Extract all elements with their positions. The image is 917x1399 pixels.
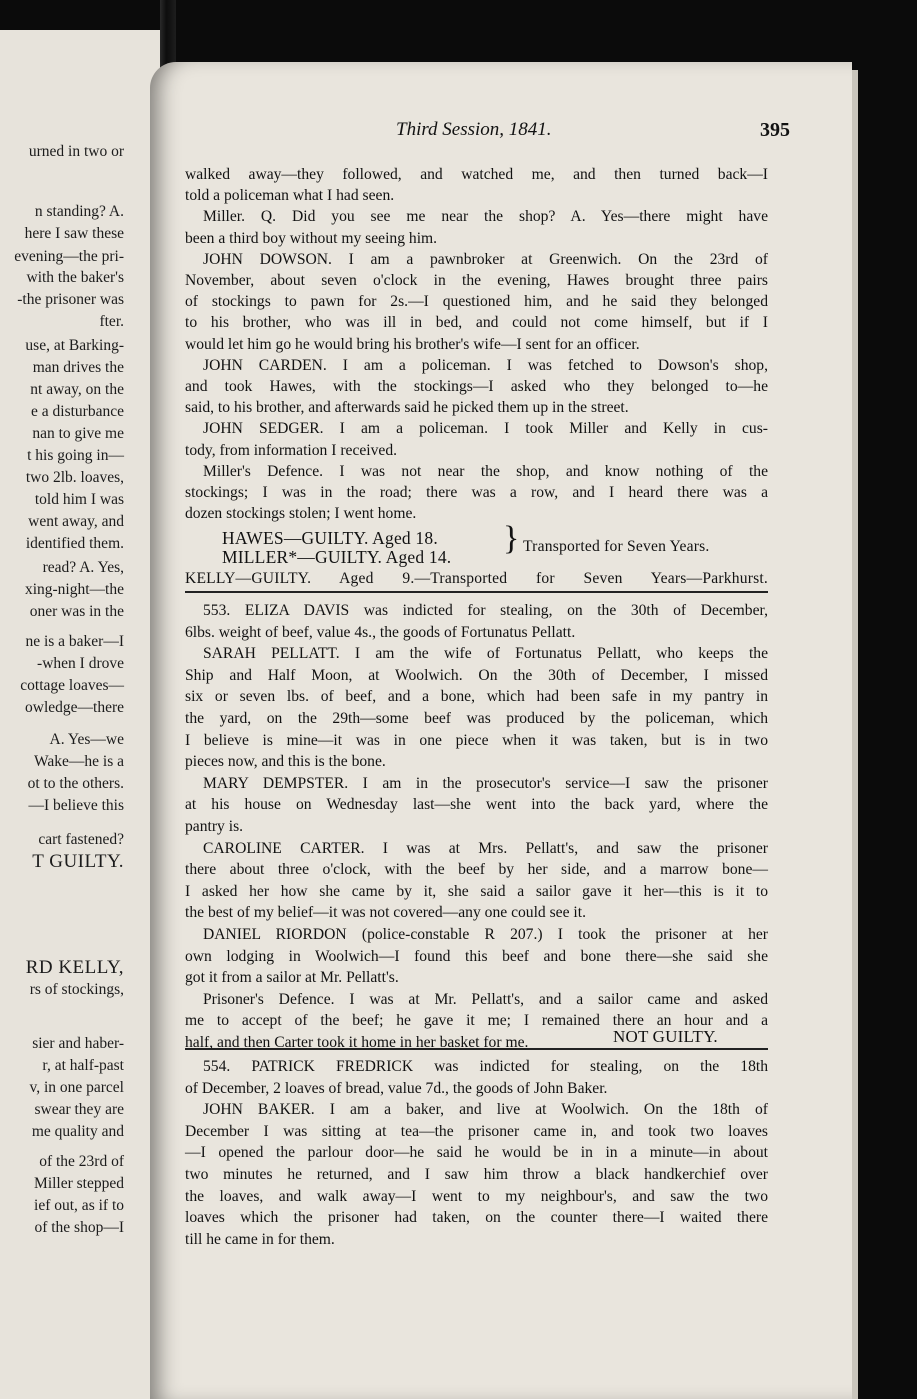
case-552-line: Miller's Defence. I was not near the shop, and know nothing of the [203,462,768,480]
left-page-line: identified them. [25,535,124,552]
case-553-line: DANIEL RIORDON (police-constable R 207.) I took the prisoner at her [203,926,768,943]
case-553-line: I believe is mine—it was in one piece when it was taken, but is in two [185,731,768,749]
left-page-line: two 2lb. loaves, [25,469,124,486]
left-page-line: man drives the [32,359,124,376]
case-553-line: Prisoner's Defence. I was at Mr. Pellatt's, and a sailor came and asked [203,990,768,1008]
case-553-line: the best of my belief—it was not covered—any one could see it. [185,904,586,922]
running-title: Third Session, 1841. [396,119,552,140]
left-page-line: A. Yes—we [49,731,124,748]
left-page-line: sier and haber- [32,1035,124,1052]
case-554-line: two minutes he returned, and I saw him throw a black handkerchief over [185,1166,768,1183]
case-552-line: dozen stockings stolen; I went home. [185,505,417,523]
left-page-line: fter. [99,313,124,330]
case-553-line: half, and then Carter took it home in her basket for me. [185,1034,529,1051]
left-page-line: t his going in— [27,447,124,464]
left-page-line: read? A. Yes, [42,559,124,576]
verdict-sentence: Transported for Seven Years. [523,538,710,555]
left-page-line: here I saw these [24,225,124,242]
case-553-line: I asked her how she came by it, she said a sailor gave it her—this is it to [185,882,768,900]
page-edge [852,70,858,1399]
verdict-hawes: HAWES—GUILTY. Aged 18. [222,528,438,548]
case-552-line: and took Hawes, with the stockings—I asked who they belonged to—he [185,378,768,395]
case-552-line: JOHN SEDGER. I am a policeman. I took Miller and Kelly in cus- [203,420,768,438]
left-page-line: -the prisoner was [17,291,124,308]
case-554-line: the loaves, and walk away—I went to my neighbour's, and saw the two [185,1187,768,1205]
case-553-line: pieces now, and this is the bone. [185,753,386,771]
left-page-line: Wake—he is a [34,753,124,770]
left-page-line: evening—the pri- [14,248,124,265]
case-552-line: told a policeman what I had seen. [185,187,395,205]
left-facing-page [0,30,160,1399]
case-553-line: there about three o'clock, with the beef by her side, and a marrow bone— [185,861,768,879]
left-page-line: ief out, as if to [34,1197,124,1214]
left-page-line: cart fastened? [38,831,124,848]
case-552-line: of stockings to pawn for 2s.—I questioned him, and he said they belonged [185,293,768,311]
case-553-line: at his house on Wednesday last—she went into the back yard, where the [185,796,768,814]
left-page-line: ne is a baker—I [25,633,124,650]
case-553-line: the yard, on the 29th—some beef was produced by the policeman, which [185,710,768,727]
case-553-line: own lodging in Woolwich—I found this beef and bone there—she said she [185,947,768,965]
left-page-line: nt away, on the [30,381,124,398]
case-553-line: Ship and Half Moon, at Woolwich. On the 30th of December, I missed [185,666,768,684]
case-552-line: walked away—they followed, and watched me, and then turned back—I [185,166,768,183]
page-number: 395 [760,119,790,141]
case-552-line: November, about seven o'clock in the evening, Hawes brought three pairs [185,272,768,289]
case-552-line: JOHN DOWSON. I am a pawnbroker at Greenwich. On the 23rd of [203,250,768,268]
left-page-line: Miller stepped [34,1175,124,1192]
case-553-line: six or seven lbs. of beef, and a bone, which had been safe in my pantry in [185,688,768,706]
left-page-line: n standing? A. [34,203,124,220]
case-552-line: stockings; I was in the road; there was a row, and I heard there was a [185,484,768,501]
left-page-line: r, at half-past [42,1057,124,1074]
left-page-line: cottage loaves— [20,677,124,694]
left-page-line: urned in two or [28,143,124,160]
left-page-line: oner was in the [29,603,124,620]
case-553-line: got it from a sailor at Mr. Pellatt's. [185,969,399,987]
case-553-line: CAROLINE CARTER. I was at Mrs. Pellatt's, and saw the prisoner [203,839,768,857]
left-page-line: RD KELLY, [25,957,124,978]
case-553-line: SARAH PELLATT. I am the wife of Fortunatus Pellatt, who keeps the [203,645,768,663]
case-552-line: to his brother, who was ill in bed, and could not come himself, but if I [185,314,768,332]
case-554-line: till he came in for them. [185,1230,335,1248]
case-552-line: JOHN CARDEN. I am a policeman. I was fetched to Dowson's shop, [203,356,768,374]
left-page-line: swear they are [34,1101,124,1118]
case-552-line: said, to his brother, and afterwards said he picked them up in the street. [185,399,629,417]
left-page-line: use, at Barking- [25,337,124,354]
case-553-line: 6lbs. weight of beef, value 4s., the goods of Fortunatus Pellatt. [185,623,576,641]
section-rule [185,591,768,593]
left-page-line: of the shop—I [34,1219,124,1236]
case-554-line: loaves which the prisoner had taken, on the counter there—I waited there [185,1209,768,1227]
case-553-line: me to accept of the beef; he gave it me; I remained there an hour and a [185,1012,768,1030]
verdict-miller: MILLER*—GUILTY. Aged 14. [222,547,452,567]
left-page-line: told him I was [34,491,124,508]
left-page-line: e a disturbance [31,403,124,420]
left-page-line: owledge—there [25,699,124,716]
left-page-line: with the baker's [26,269,124,286]
case-553-line: pantry is. [185,818,244,835]
case-554-heading: 554. PATRICK FREDRICK was indicted for stealing, on the 18th [203,1058,768,1075]
case-554-line: December I was sitting at tea—the prisoner came in, and took two loaves [185,1122,768,1140]
case-553-line: MARY DEMPSTER. I am in the prosecutor's service—I saw the prisoner [203,774,768,792]
left-page-line: nan to give me [32,425,124,442]
left-page-line: me quality and [31,1123,124,1140]
case-552-line: Miller. Q. Did you see me near the shop? A. Yes—there might have [203,208,768,226]
verdict-davis: NOT GUILTY. [613,1027,718,1046]
left-page-line: rs of stockings, [29,981,124,998]
left-page-line: ot to the others. [27,775,124,792]
case-552-line: been a third boy without my seeing him. [185,229,438,247]
right-page [150,62,852,1399]
left-page-line: v, in one parcel [29,1079,124,1096]
case-553-heading: 553. ELIZA DAVIS was indicted for stealing, on the 30th of December, [203,602,768,619]
left-page-line: T GUILTY. [32,851,124,872]
case-552-line: tody, from information I received. [185,441,398,459]
verdict-kelly: KELLY—GUILTY. Aged 9.—Transported for Seven Years—Parkhurst. [185,570,768,587]
case-552-line: would let him go he would bring his brother's wife—I sent for an officer. [185,335,640,353]
case-554-line: of December, 2 loaves of bread, value 7d., the goods of John Baker. [185,1079,608,1097]
case-554-line: —I opened the parlour door—he said he would be in in a minute—in about [185,1144,768,1162]
section-rule [185,1048,768,1050]
left-page-line: went away, and [28,513,124,530]
left-page-line: —I believe this [28,797,124,814]
left-page-line: -when I drove [37,655,124,672]
case-554-line: JOHN BAKER. I am a baker, and live at Woolwich. On the 18th of [203,1101,768,1119]
left-page-line: xing-night—the [24,581,124,598]
left-page-line: of the 23rd of [39,1153,124,1170]
curly-brace: } [503,520,520,557]
